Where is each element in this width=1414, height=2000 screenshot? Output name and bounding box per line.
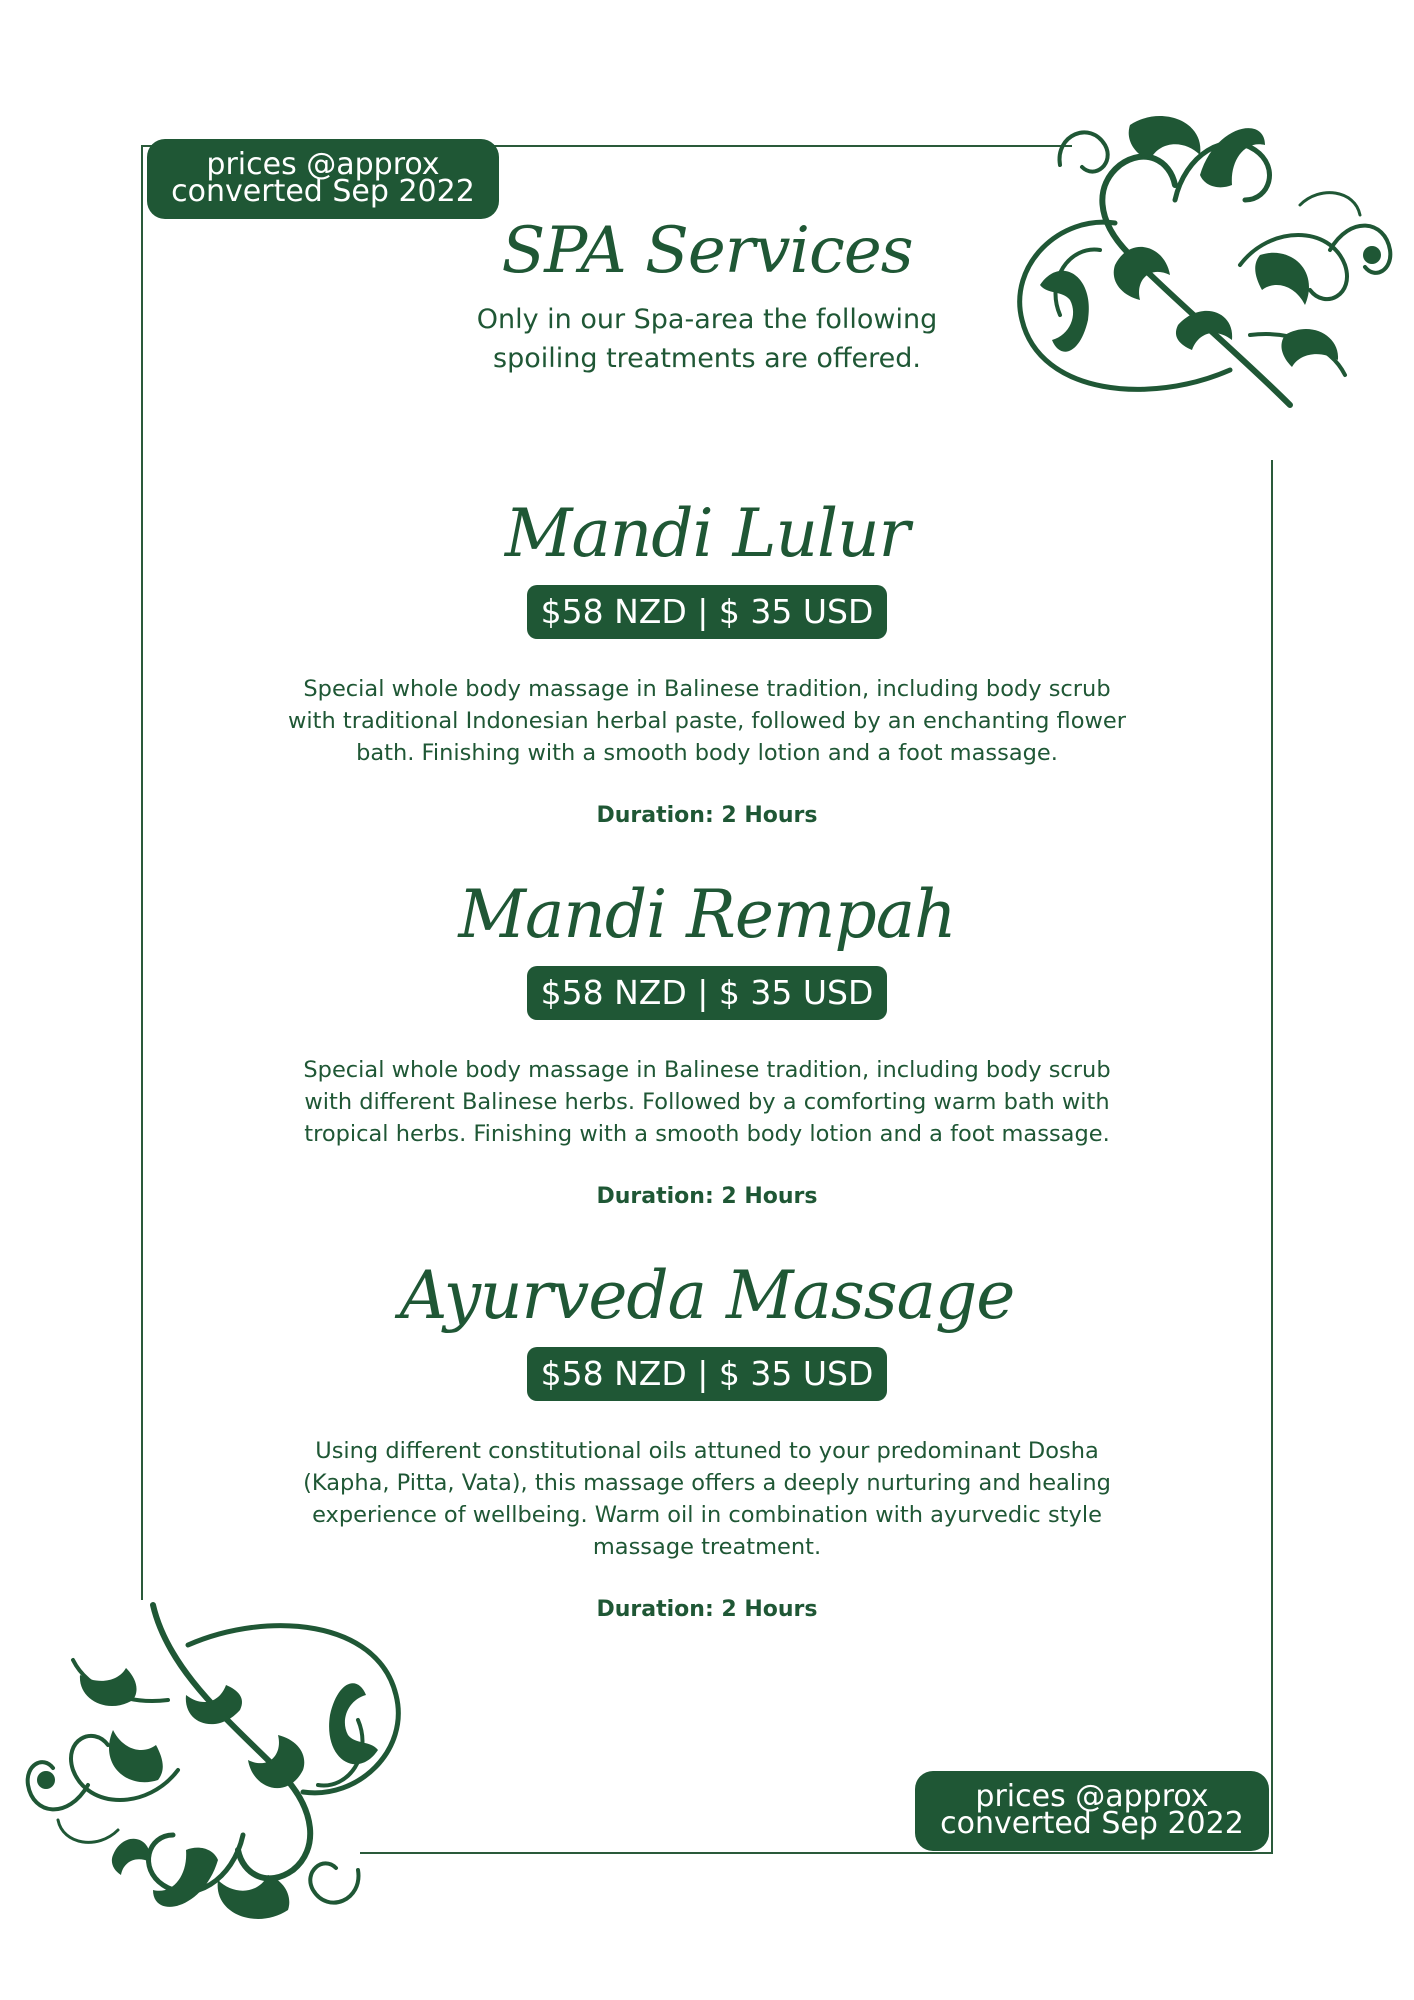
description-line: Special whole body massage in Balinese tradition, including body scrub — [303, 676, 1111, 702]
description-line: tropical herbs. Finishing with a smooth body lotion and a foot massage. — [304, 1121, 1110, 1147]
description-line: Using different constitutional oils attuned to your predominant Dosha — [315, 1438, 1099, 1464]
price-tag: $58 NZD | $ 35 USD — [527, 1347, 888, 1401]
service-description — [0, 673, 1414, 769]
description-line: with traditional Indonesian herbal paste, followed by an enchanting flower — [288, 708, 1126, 734]
price-tag-row — [0, 966, 1414, 1020]
intro-line: Only in our Spa-area the following — [476, 304, 938, 335]
service-title: Ayurveda Massage — [399, 1257, 1015, 1334]
price-tag: $58 NZD | $ 35 USD — [527, 585, 888, 639]
service-title: Mandi Rempah — [458, 876, 956, 953]
price-tag-row — [0, 585, 1414, 639]
service-description — [0, 1054, 1414, 1150]
price-notice-line1: prices @approx — [206, 147, 440, 182]
description-line: with different Balinese herbs. Followed by a comforting warm bath with — [304, 1089, 1110, 1115]
price-notice-line1: prices @approx — [975, 1779, 1209, 1814]
description-line: (Kapha, Pitta, Vata), this massage offers a deeply nurturing and healing — [303, 1470, 1111, 1496]
description-line: Special whole body massage in Balinese tradition, including body scrub — [303, 1057, 1111, 1083]
frame-right-line — [1271, 460, 1273, 1853]
price-tag: $58 NZD | $ 35 USD — [527, 966, 888, 1020]
price-notice-line2: converted Sep 2022 — [940, 1806, 1244, 1841]
service-title: Mandi Lulur — [504, 495, 910, 572]
price-notice-badge-top — [147, 139, 499, 219]
page-title: SPA Services — [501, 214, 913, 288]
intro-line: spoiling treatments are offered. — [493, 343, 921, 374]
description-line: bath. Finishing with a smooth body lotion and a foot massage. — [356, 740, 1058, 766]
price-notice-badge-bottom — [915, 1771, 1269, 1851]
price-tag-row — [0, 1347, 1414, 1401]
intro-text — [0, 300, 1414, 378]
price-notice-line2: converted Sep 2022 — [171, 174, 475, 209]
frame-bottom-line — [360, 1852, 1273, 1854]
service-duration: Duration: 2 Hours — [596, 1184, 818, 1209]
description-line: massage treatment. — [592, 1534, 822, 1560]
service-duration: Duration: 2 Hours — [596, 1597, 818, 1622]
service-duration: Duration: 2 Hours — [596, 803, 818, 828]
description-line: experience of wellbeing. Warm oil in combination with ayurvedic style — [312, 1502, 1102, 1528]
service-description — [0, 1435, 1414, 1563]
floral-flourish-bottom-left-icon — [18, 1600, 418, 1930]
